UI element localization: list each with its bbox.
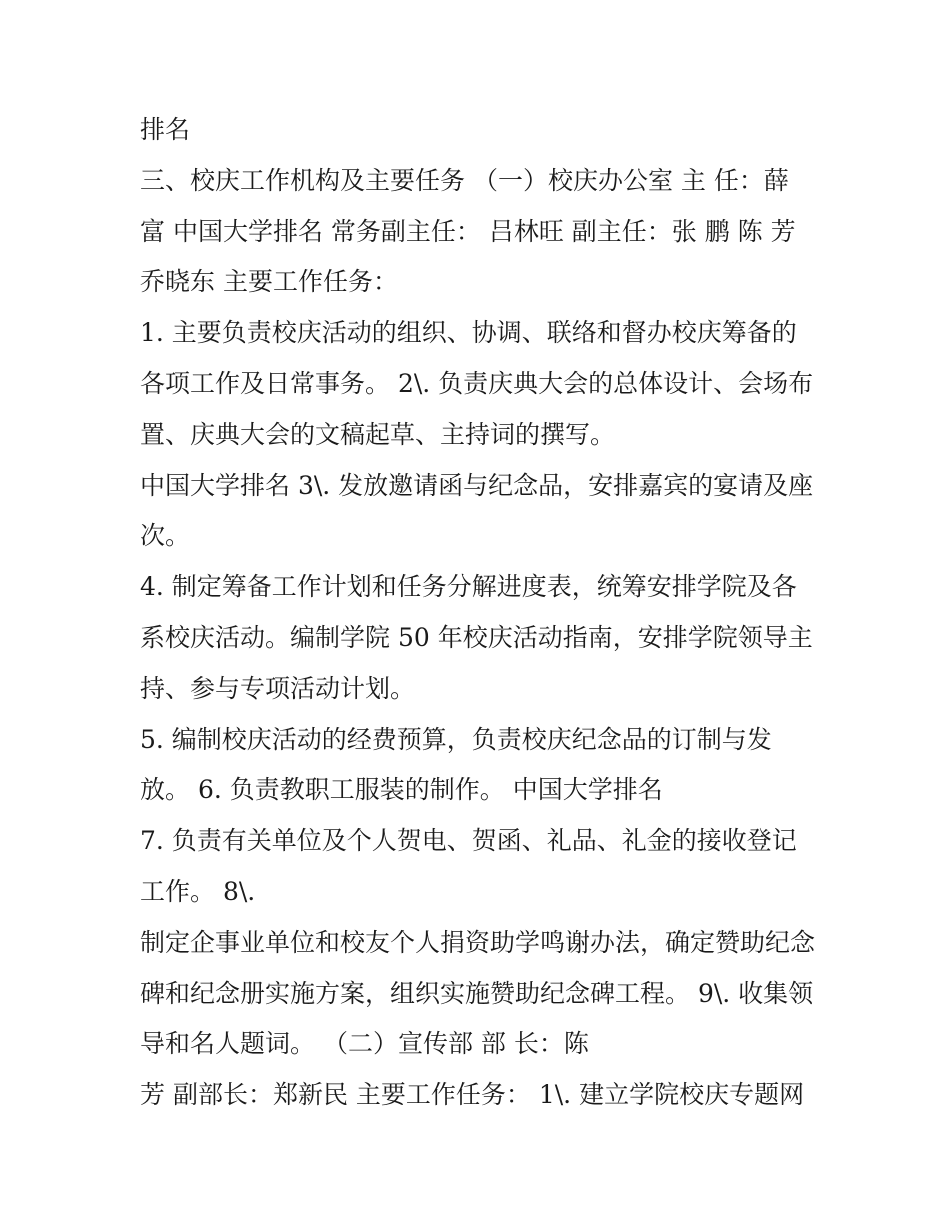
text-line: 中国大学排名 3\. 发放邀请函与纪念品，安排嘉宾的宴请及座 bbox=[140, 470, 814, 500]
text-line: 乔晓东 主要工作任务： bbox=[140, 267, 398, 297]
text-line: 置、庆典大会的文稿起草、主持词的撰写。 bbox=[140, 419, 616, 449]
text-line: 芳 副部长：郑新民 主要工作任务： 1\. 建立学院校庆专题网 bbox=[140, 1080, 805, 1110]
text-line: 制定企事业单位和校友个人捐资助学鸣谢办法，确定赞助纪念 bbox=[140, 927, 816, 957]
text-line: 4. 制定筹备工作计划和任务分解进度表，统筹安排学院及各 bbox=[140, 572, 797, 602]
text-line: 系校庆活动。编制学院 50 年校庆活动指南，安排学院领导主 bbox=[140, 622, 813, 652]
text-line: 排名 bbox=[140, 115, 191, 144]
document-body bbox=[140, 105, 840, 1121]
text-line: 7. 负责有关单位及个人贺电、贺函、礼品、礼金的接收登记 bbox=[140, 826, 797, 856]
text-line: 1. 主要负责校庆活动的组织、协调、联络和督办校庆筹备的 bbox=[140, 318, 797, 348]
text-line: 三、校庆工作机构及主要任务 （一）校庆办公室 主 任：薛 bbox=[140, 165, 789, 195]
text-line: 放。 6. 负责教职工服装的制作。 中国大学排名 bbox=[140, 775, 663, 805]
text-line: 导和名人题词。 （二）宣传部 部 长：陈 bbox=[140, 1029, 589, 1059]
text-line: 各项工作及日常事务。 2\. 负责庆典大会的总体设计、会场布 bbox=[140, 368, 814, 398]
text-line: 工作。 8\. bbox=[140, 876, 256, 906]
text-line: 5. 编制校庆活动的经费预算，负责校庆纪念品的订制与发 bbox=[140, 724, 772, 754]
text-line: 持、参与专项活动计划。 bbox=[140, 673, 416, 703]
text-line: 碑和纪念册实施方案，组织实施赞助纪念碑工程。 9\. 收集领 bbox=[140, 978, 814, 1008]
text-line: 富 中国大学排名 常务副主任： 吕林旺 副主任：张 鹏 陈 芳 bbox=[140, 216, 796, 246]
text-line: 次。 bbox=[140, 521, 191, 551]
